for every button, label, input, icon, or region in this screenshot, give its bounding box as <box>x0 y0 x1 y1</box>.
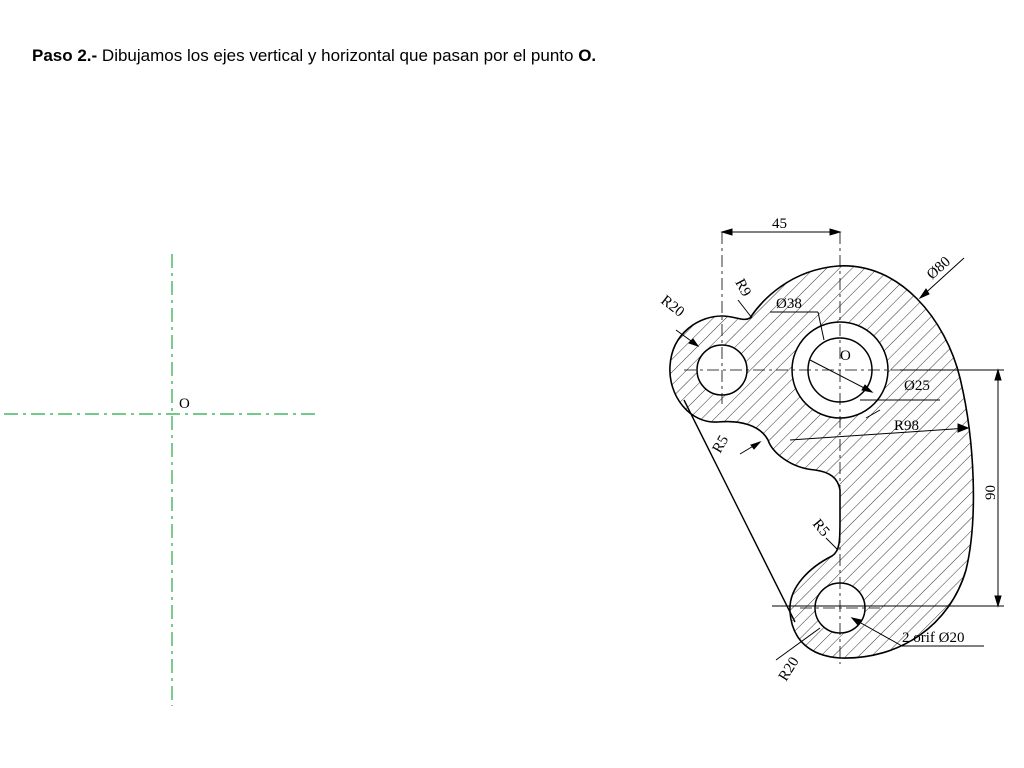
step-text: Dibujamos los ejes vertical y horizontal que pasan por el punto <box>97 46 579 65</box>
dim-90-label: 90 <box>983 485 999 500</box>
dim-holes-label: 2 orif Ø20 <box>902 630 965 646</box>
dim-r5-lower-label: R5 <box>808 516 833 540</box>
dim-45-label: 45 <box>772 216 787 232</box>
dim-r20-left-label: R20 <box>657 292 688 321</box>
dim-r5-upper-label: R5 <box>709 432 733 456</box>
drawing-origin-label: O <box>840 348 851 364</box>
dim-r9-label: R9 <box>731 276 754 300</box>
dim-r20-bottom-label: R20 <box>775 654 803 685</box>
axes-origin-label: O <box>179 396 190 412</box>
dim-dia80-label: Ø80 <box>923 253 954 283</box>
dim-r98-label: R98 <box>894 418 920 434</box>
dim-dia38-label: Ø38 <box>776 296 802 312</box>
step-number: Paso 2.- <box>32 46 98 65</box>
dim-dia25-label: Ø25 <box>904 378 930 394</box>
point-reference: O. <box>578 46 597 65</box>
